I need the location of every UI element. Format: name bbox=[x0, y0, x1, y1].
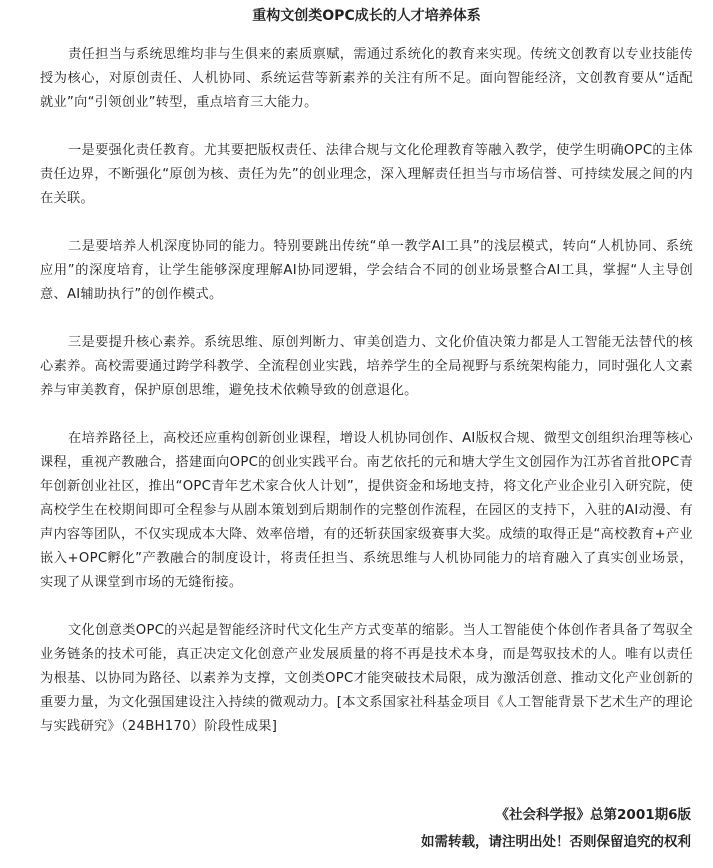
paragraph-core-literacy: 三是要提升核心素养。系统思维、原创判断力、审美创造力、文化价值决策力都是人工智能无法替代的核心素养。高校需要通过跨学科教学、全流程创业实践，培养学生的全局视野与系统架构能力，同时强化人文素养与审美教育，保护原创思维，避免技术依赖导致的创意退化。 bbox=[40, 335, 693, 398]
article-body bbox=[40, 43, 693, 739]
article-title: 重构文创类OPC成长的人才培养体系 bbox=[252, 8, 481, 24]
paragraph-human-ai: 二是要培养人机深度协同的能力。特别要跳出传统“单一教学AI工具”的浅层模式，转向“人机协同、系统应用”的深度培育，让学生能够深度理解AI协同逻辑，学会结合不同的创业场景整合AI工具，掌握“人主导创意、AI辅助执行”的创作模式。 bbox=[40, 239, 693, 302]
paragraph-intro: 责任担当与系统思维均非与生俱来的素质禀赋，需通过系统化的教育来实现。传统文创教育以专业技能传授为核心，对原创责任、人机协同、系统运营等新素养的关注有所不足。面向智能经济，文创教育要从“适配就业”向“引领创业”转型，重点培育三大能力。 bbox=[40, 47, 693, 110]
paragraph-conclusion: 文化创意类OPC的兴起是智能经济时代文化生产方式变革的缩影。当人工智能使个体创作者具备了驾驭全业务链条的技术可能，真正决定文化创意产业发展质量的将不再是技术本身，而是驾驭技术的人。唯有以责任为根基、以协同为路径、以素养为支撑，文创类OPC才能突破技术局限，成为激活创意、推动文化产业创新的重要力量，为文化强国建设注入持续的微观动力。[本文系国家社科基金项目《人工智能背景下艺术生产的理论与实践研究》（24BH170）阶段性成果] bbox=[40, 623, 693, 734]
paragraph-responsibility: 一是要强化责任教育。尤其要把版权责任、法律合规与文化伦理教育等融入教学，使学生明确OPC的主体责任边界，不断强化“原创为核、责任为先”的创业理念，深入理解责任担当与市场信誉、可持续发展之间的内在关联。 bbox=[40, 143, 693, 206]
copyright-notice: 如需转载，请注明出处！否则保留追究的权利 bbox=[421, 834, 691, 850]
paragraph-training-path: 在培养路径上，高校还应重构创新创业课程，增设人机协同创作、AI版权合规、微型文创组织治理等核心课程，重视产教融合，搭建面向OPC的创业实践平台。南艺依托的元和塘大学生文创园作为江苏省首批OPC青年创新创业社区，推出“OPC青年艺术家合伙人计划”，提供资金和场地支持，将文化产业企业引入研究院，使高校学生在校期间即可全程参与从剧本策划到后期制作的完整创作流程，在园区的支持下，入驻的AI动漫、有声内容等团队，不仅实现成本大降、效率倍增，有的还斩获国家级赛事大奖。成绩的取得正是“高校教育+产业嵌入+OPC孵化”产教融合的制度设计，将责任担当、系统思维与人机协同能力的培育融入了真实创业场景，实现了从课堂到市场的无缝衔接。 bbox=[40, 431, 693, 590]
source-line: 《社会科学报》总第2001期6版 bbox=[495, 807, 691, 823]
article-footer bbox=[421, 802, 691, 856]
